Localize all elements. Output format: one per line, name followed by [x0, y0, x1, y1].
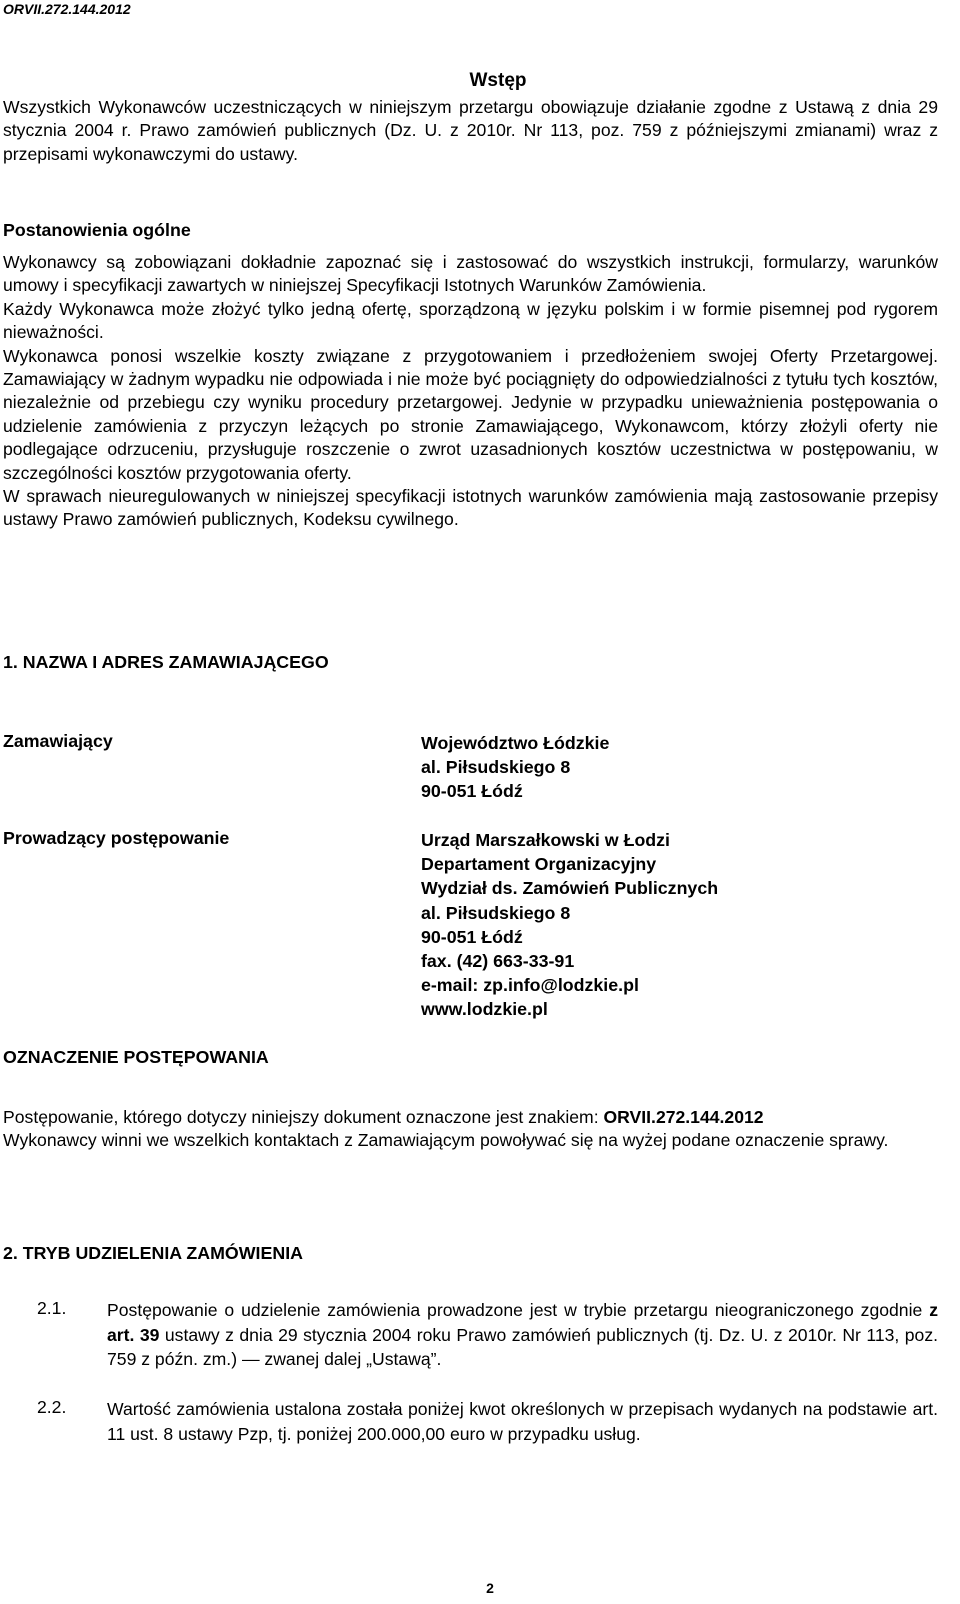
general-paragraph-4: W sprawach nieuregulowanych w niniejszej specyfikacji istotnych warunków zamówienia mają zastosowanie przepisy ustawy Prawo zamówień publicznych, Kodeksu cywilnego.	[3, 486, 938, 530]
conducting-party-label: Prowadzący postępowanie	[3, 828, 230, 848]
list-item-text: Postępowanie o udzielenie zamówienia prowadzone jest w trybie przetargu nieograniczonego zgodnie z art. 39 ustawy z dnia 29 stycznia 2004 roku Prawo zamówień publicznych (tj. Dz. U. z 2010r. Nr 113, poz. 759 z późn. zm.) — zwanej dalej „Ustawą”.	[107, 1300, 939, 1370]
page-number: 2	[486, 1580, 494, 1596]
section-1-title: 1. NAZWA I ADRES ZAMAWIAJĄCEGO	[3, 652, 329, 672]
intro-title: Wstęp	[469, 70, 527, 91]
section-2-title: 2. TRYB UDZIELENIA ZAMÓWIENIA	[3, 1243, 303, 1263]
general-paragraph-2: Każdy Wykonawca może złożyć tylko jedną ofertę, sporządzoną w języku polskim i w formie pisemnej pod rygorem nieważności.	[3, 298, 938, 343]
intro-paragraph: Wszystkich Wykonawców uczestniczących w niniejszym przetargu obowiązuje działanie zgodne z Ustawą z dnia 29 stycznia 2004 r. Prawo zamówień publicznych (Dz. U. z 2010r. Nr 113, poz. 759 z późniejszymi zmianami) wraz z przepisami wykonawczymi do ustawy.	[3, 97, 938, 164]
general-paragraph-3: Wykonawca ponosi wszelkie koszty związane z przygotowaniem i przedłożeniem swojej Oferty Przetargowej. Zamawiający w żadnym wypadku nie odpowiada i nie może być pociągnięty do odpowiedzialności z tytułu tych kosztów, niezależnie od przebiegu czy wyniku procedury przetargowej. Jedynie w przypadku unieważnienia postępowania o udzielenie zamówienia z przyczyn leżących po stronie Zamawiającego, Wykonawcom, którzy złożyli oferty nie podlegające odrzuceniu, przysługuje roszczenie o zwrot uzasadnionych kosztów uczestnictwa w postępowaniu, w szczególności kosztów przygotowania oferty.	[3, 345, 938, 483]
website-address: www.lodzkie.pl	[421, 999, 548, 1020]
contracting-authority-address: Województwo Łódzkie al. Piłsudskiego 8 90-051 Łódź	[421, 733, 610, 802]
list-item-number: 2.1.	[37, 1298, 67, 1318]
procedure-code: ORVII.272.144.2012	[603, 1107, 764, 1127]
list-item-text: Wartość zamówienia ustalona została poniżej kwot określonych w przepisach wydanych na podstawie art. 11 ust. 8 ustawy Pzp, tj. poniżej 200.000,00 euro w przypadku usług.	[107, 1399, 938, 1444]
procedure-designation-body: Postępowanie, którego dotyczy niniejszy dokument oznaczone jest znakiem: ORVII.272.144.2012 Wykonawcy winni we wszelkich kontaktach z Zamawiającym powoływać się na wyżej podane oznaczenie sprawy.	[3, 1107, 889, 1151]
list-item-number: 2.2.	[37, 1397, 67, 1417]
contracting-authority-label: Zamawiający	[3, 731, 113, 751]
document-reference: ORVII.272.144.2012	[3, 1, 131, 17]
conducting-party-address: Urząd Marszałkowski w Łodzi Departament Organizacyjny Wydział ds. Zamówień Publicznych al. Piłsudskiego 8 90-051 Łódź fax. (42) 663-33-91 e-mail: zp.info@lodzkie.pl www.lodzkie.pl	[421, 828, 718, 1022]
procedure-designation-label: OZNACZENIE POSTĘPOWANIA	[3, 1047, 269, 1067]
email-address: e-mail: zp.info@lodzkie.pl	[421, 975, 639, 996]
general-provisions-body	[3, 251, 938, 532]
general-paragraph-1: Wykonawcy są zobowiązani dokładnie zapoznać się i zastosować do wszystkich instrukcji, formularzy, warunków umowy i specyfikacji zawartych w niniejszej Specyfikacji Istotnych Warunków Zamówienia.	[3, 252, 938, 296]
general-provisions-title: Postanowienia ogólne	[3, 220, 191, 240]
